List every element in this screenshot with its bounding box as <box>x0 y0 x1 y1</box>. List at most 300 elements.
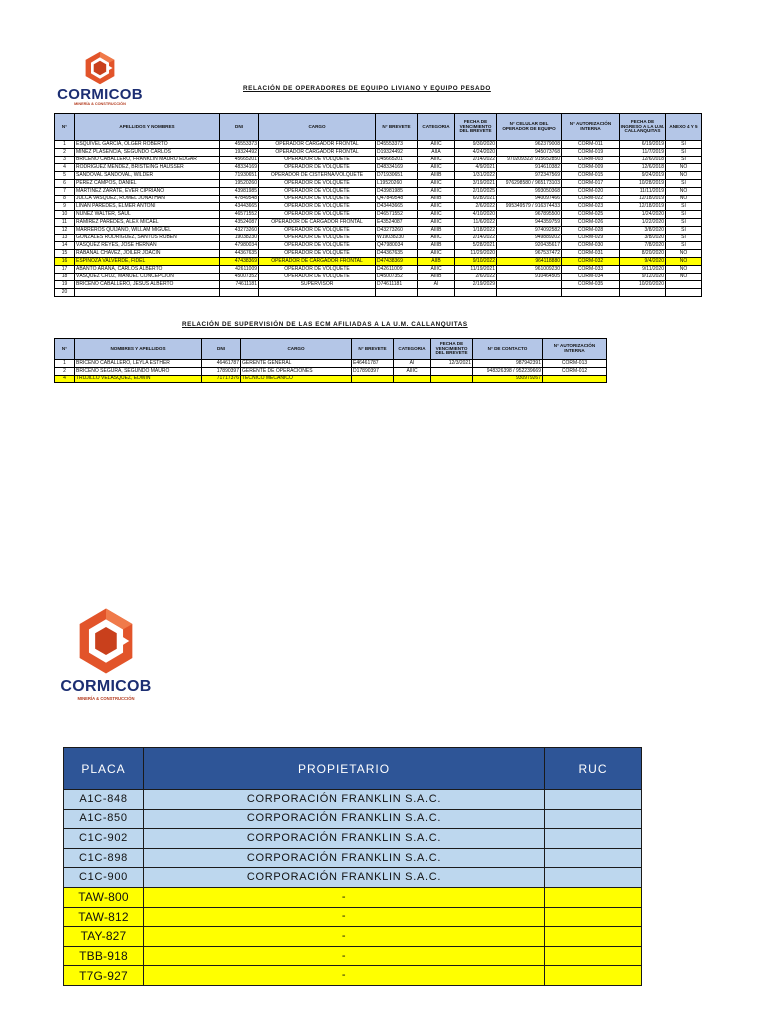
table-cell: AIIIC <box>418 211 455 219</box>
table-cell: AI <box>394 360 431 368</box>
table-cell: CORM-033 <box>562 265 620 273</box>
table-cell: TÉCNICO MECÁNICO <box>241 375 352 383</box>
table-row <box>55 179 702 187</box>
table-row <box>55 234 702 242</box>
table-cell: 43524087 <box>220 218 259 226</box>
table-cell: 5/28/2021 <box>455 242 497 250</box>
table-cell: 4/10/2020 <box>455 211 497 219</box>
col-header: FECHA DE VENCIMIENTO DEL BREVETE <box>431 339 473 360</box>
table-cell: 47438369 <box>220 257 259 265</box>
table-cell: 2/6/2022 <box>455 273 497 281</box>
table-cell: CORM-022 <box>562 195 620 203</box>
table-cell: SI <box>666 156 702 164</box>
table-cell: AIIIB <box>418 226 455 234</box>
table-cell: OPERADOR DE CISTERNA/VOLQUETE <box>259 172 376 180</box>
table-cell <box>666 289 702 297</box>
operators-table <box>54 113 702 297</box>
col-header: DNI <box>220 114 259 141</box>
table-cell: 964118880 <box>497 257 562 265</box>
ruc-cell <box>545 868 642 888</box>
table-cell: AIIIC <box>418 164 455 172</box>
table-cell: 11/29/2020 <box>455 250 497 258</box>
owner-cell: CORPORACIÓN FRANKLIN S.A.C. <box>144 848 545 868</box>
table-cell: NO <box>666 265 702 273</box>
table-cell: 9/30/2020 <box>455 141 497 149</box>
table-cell <box>75 289 220 297</box>
table-cell: CORM-035 <box>562 281 620 289</box>
table-cell: 987942391 <box>473 360 543 368</box>
table-cell: 7 <box>55 187 75 195</box>
ruc-cell <box>545 927 642 947</box>
table-cell: NO <box>666 195 702 203</box>
table-cell: OPERADOR DE VOLQUETE <box>259 226 376 234</box>
ruc-cell <box>545 907 642 927</box>
table-cell: AIIIC <box>418 179 455 187</box>
table-row <box>55 265 702 273</box>
table-cell: SI <box>666 226 702 234</box>
table-cell: 14 <box>55 242 75 250</box>
table-cell: 12/6/2018 <box>620 164 666 172</box>
table-cell: 2/19/2029 <box>455 281 497 289</box>
table-cell: OPERADOR DE CARGADOR FRONTAL <box>259 218 376 226</box>
table-cell: 12/3/2021 <box>431 360 473 368</box>
table-cell: 9/24/2019 <box>620 172 666 180</box>
table-cell <box>497 289 562 297</box>
col-header: APELLIDOS Y NOMBRES <box>75 114 220 141</box>
table-cell <box>620 289 666 297</box>
table-row <box>55 203 702 211</box>
table-cell: OPERADOR DE CARGADOR FRONTAL <box>259 257 376 265</box>
table-cell: 19038230 <box>220 234 259 242</box>
table-cell: 949889202 <box>497 234 562 242</box>
table-row <box>55 148 702 156</box>
table-cell: W19038230 <box>376 234 418 242</box>
table-cell: SI <box>666 218 702 226</box>
table-cell: 9/12/2020 <box>620 273 666 281</box>
table-cell: NUÑEZ WALTER, SAUL <box>75 211 220 219</box>
table-cell: 43981985 <box>220 187 259 195</box>
table-row <box>64 907 642 927</box>
plate-cell: T7G-927 <box>64 966 144 986</box>
table-cell: 48334169 <box>220 164 259 172</box>
table-cell: 2/14/2022 <box>455 156 497 164</box>
table-cell: CORM-009 <box>562 164 620 172</box>
table-cell: D48334169 <box>376 164 418 172</box>
table-cell: CORM-020 <box>562 187 620 195</box>
table-row <box>55 360 607 368</box>
table-cell: OPERADOR DE VOLQUETE <box>259 250 376 258</box>
table-cell: 2/10/2025 <box>455 187 497 195</box>
table-cell: AIIIC <box>418 250 455 258</box>
table-cell <box>455 289 497 297</box>
table-cell: D44367635 <box>376 250 418 258</box>
table-row <box>55 164 702 172</box>
table-cell: 10 <box>55 211 75 219</box>
col-header: CARGO <box>241 339 352 360</box>
table-cell: CORM-011 <box>562 141 620 149</box>
plate-cell: TAY-827 <box>64 927 144 947</box>
table-cell: D19324492 <box>376 148 418 156</box>
ruc-cell <box>545 790 642 810</box>
table-cell: CORM-025 <box>562 211 620 219</box>
table-row <box>55 156 702 164</box>
table-row <box>55 141 702 149</box>
table-cell: 10/28/2019 <box>620 179 666 187</box>
table-cell: 3/8/2020 <box>620 234 666 242</box>
table-cell: 1 <box>55 141 75 149</box>
table-cell: NO <box>666 273 702 281</box>
table-cell: OPERADOR CARGADOR FRONTAL <box>259 141 376 149</box>
table-cell: 16 <box>55 257 75 265</box>
table-cell: RAMIREZ PAREDES, ALEX MICAEL <box>75 218 220 226</box>
table-cell: D43273260 <box>376 226 418 234</box>
table-cell: ABANTO ARANA, CARLOS ALBERTO <box>75 265 220 273</box>
table-cell: MINEZ PLASENCIA, SEGUNDO CARLOS <box>75 148 220 156</box>
cormicob-emblem-icon <box>82 50 118 86</box>
table-cell: 45007352 <box>220 273 259 281</box>
table-cell: 11 <box>55 218 75 226</box>
col-header: DNI <box>202 339 241 360</box>
table-cell: 12 <box>55 226 75 234</box>
table-cell: JULCA VASQUEZ, ROMEL JONATHAN <box>75 195 220 203</box>
table-cell: 11/6/2022 <box>455 218 497 226</box>
table-cell <box>394 375 431 383</box>
table-cell: CORM-034 <box>562 273 620 281</box>
table-cell: VÁSQUEZ REYES, JOSE HERNAN <box>75 242 220 250</box>
table-row <box>55 375 607 383</box>
table-cell: D43443665 <box>376 203 418 211</box>
table-cell: 967537472 <box>497 250 562 258</box>
table-cell: 71930651 <box>220 172 259 180</box>
table-cell: 19324492 <box>220 148 259 156</box>
owner-cell: CORPORACIÓN FRANKLIN S.A.C. <box>144 829 545 849</box>
table-row <box>64 829 642 849</box>
table-cell: 4 <box>55 164 75 172</box>
cormicob-emblem-icon <box>75 605 137 677</box>
table-cell: OPERADOR DE VOLQUETE <box>259 179 376 187</box>
table-row <box>55 172 702 180</box>
table-cell: AIIIC <box>418 156 455 164</box>
table-cell: 2/14/2022 <box>455 234 497 242</box>
table-cell <box>543 375 607 383</box>
owner-cell: CORPORACIÓN FRANKLIN S.A.C. <box>144 868 545 888</box>
table-cell: 9 <box>55 203 75 211</box>
table-cell: GONZALES RODRIGUEZ, SANTOS RUBEN <box>75 234 220 242</box>
table-cell: 4/24/2020 <box>455 148 497 156</box>
table-cell: NO <box>666 187 702 195</box>
table-cell: MARREROS QUIJANO, WILLAM MIGUEL <box>75 226 220 234</box>
table-cell: D71930651 <box>376 172 418 180</box>
table-cell: 940097466 <box>497 195 562 203</box>
table-row <box>64 946 642 966</box>
col-header: N° BREVETE <box>352 339 394 360</box>
table-cell: D46571552 <box>376 211 418 219</box>
owner-cell: - <box>144 966 545 986</box>
table-cell: BRICEÑO CABALLERO, FRANKLIN MAURO EDGAR <box>75 156 220 164</box>
table-row <box>55 289 702 297</box>
col-header: CATEGORIA <box>418 114 455 141</box>
ruc-cell <box>545 887 642 907</box>
logo-wordmark: CORMICOB <box>57 86 143 103</box>
table-cell: 930979267 <box>473 375 543 383</box>
table-cell: 43443665 <box>220 203 259 211</box>
table-cell: RODRIGUEZ MENDEZ, BRISTEING HAUSSER <box>75 164 220 172</box>
plate-cell: C1C-898 <box>64 848 144 868</box>
table-cell: 15 <box>55 250 75 258</box>
table-cell: D45665201 <box>376 156 418 164</box>
table-cell: AIIIB <box>418 273 455 281</box>
table-row <box>64 848 642 868</box>
table-cell: 974092582 <box>497 226 562 234</box>
table-cell: BRICEÑO CABALLERO, JESUS ALBERTO <box>75 281 220 289</box>
table-cell: 7/8/2020 <box>620 242 666 250</box>
table-row <box>55 257 702 265</box>
table-cell: GERENTE DE OPERACIONES <box>241 367 352 375</box>
plate-cell: A1C-850 <box>64 809 144 829</box>
plate-cell: C1C-902 <box>64 829 144 849</box>
table-cell: SI <box>666 148 702 156</box>
table-cell: Q47849548 <box>376 195 418 203</box>
table-cell <box>497 281 562 289</box>
owner-cell: CORPORACIÓN FRANKLIN S.A.C. <box>144 790 545 810</box>
table-cell: 42611009 <box>220 265 259 273</box>
logo-wordmark: CORMICOB <box>60 678 152 695</box>
table-cell: 12/18/2019 <box>620 203 666 211</box>
table-cell: Q47980034 <box>376 242 418 250</box>
table-cell: MARTINEZ ZARATE, EVER CIPRIANO <box>75 187 220 195</box>
table-cell: AIIIB <box>418 195 455 203</box>
table-cell: OPERADOR DE VOLQUETE <box>259 203 376 211</box>
table-cell: 8/20/2020 <box>620 250 666 258</box>
table-cell <box>418 289 455 297</box>
owner-cell: - <box>144 946 545 966</box>
table-cell: 914610382 <box>497 164 562 172</box>
table-cell: OPERADOR DE VOLQUETE <box>259 265 376 273</box>
ruc-cell <box>545 809 642 829</box>
table-cell: LINAN PAREDES, ELMER ANTONI <box>75 203 220 211</box>
table-cell: AIIB <box>418 257 455 265</box>
table-cell: AIIIC <box>418 234 455 242</box>
table-cell <box>431 375 473 383</box>
table-cell: OPERADOR DE VOLQUETE <box>259 195 376 203</box>
table-cell: SI <box>666 211 702 219</box>
table-row <box>55 226 702 234</box>
table-cell: 920435617 <box>497 242 562 250</box>
table-cell: 4/9/2021 <box>455 164 497 172</box>
table-cell: CORM-031 <box>562 250 620 258</box>
company-logo-bottom <box>60 605 152 701</box>
table-row <box>55 218 702 226</box>
table-cell: E43524087 <box>376 218 418 226</box>
supervision-title: RELACIÓN DE SUPERVISIÓN DE LAS ECM AFILIADAS A LA U.M. CALLANQUITAS <box>182 321 468 328</box>
table-cell: 3 <box>55 156 75 164</box>
table-cell: AIIIB <box>418 242 455 250</box>
table-cell: OPERADOR DE VOLQUETE <box>259 234 376 242</box>
table-cell: 2 <box>55 148 75 156</box>
table-cell: 17 <box>55 265 75 273</box>
table-cell: 2/6/2022 <box>455 203 497 211</box>
table-cell: 45553373 <box>220 141 259 149</box>
table-cell: CORM-030 <box>562 242 620 250</box>
owner-cell: - <box>144 907 545 927</box>
plate-cell: TAW-800 <box>64 887 144 907</box>
col-header: NOMBRES Y APELLIDOS <box>75 339 202 360</box>
table-row <box>55 273 702 281</box>
table-cell: D45007352 <box>376 273 418 281</box>
table-cell <box>259 289 376 297</box>
table-cell: AIIIB <box>418 172 455 180</box>
table-cell: BRICEÑO SEGURA, SEGUNDO MAURO <box>75 367 202 375</box>
col-header: N° CELULAR DEL OPERADOR DE EQUIPO <box>497 114 562 141</box>
plate-cell: TAW-812 <box>64 907 144 927</box>
table-cell <box>431 367 473 375</box>
table-row <box>55 242 702 250</box>
table-cell: 1/24/2020 <box>620 211 666 219</box>
table-cell: OPERADOR CARGADOR FRONTAL <box>259 148 376 156</box>
col-header: CARGO <box>259 114 376 141</box>
plate-cell: TBB-918 <box>64 946 144 966</box>
table-cell: AIIIC <box>418 218 455 226</box>
ruc-cell <box>545 848 642 868</box>
table-cell: SANDOVAL SANDOVAL, WILDER <box>75 172 220 180</box>
table-cell: 46461787 <box>202 360 241 368</box>
table-cell: 8 <box>55 195 75 203</box>
table-cell: CORM-029 <box>562 234 620 242</box>
table-cell: 6 <box>55 179 75 187</box>
supervision-header-row <box>55 339 607 360</box>
table-cell: 11/7/2019 <box>620 148 666 156</box>
table-cell: 18 <box>55 273 75 281</box>
table-cell: 948326398 / 952239669 <box>473 367 543 375</box>
table-cell: ESPINOZA VALVERDE, FIDEL <box>75 257 220 265</box>
table-cell: D43981985 <box>376 187 418 195</box>
table-cell <box>376 289 418 297</box>
owner-cell: - <box>144 927 545 947</box>
table-row <box>64 966 642 986</box>
table-row <box>64 868 642 888</box>
col-header: FECHA DE INGRESO A LA U.M. CALLANQUITAS <box>620 114 666 141</box>
table-row <box>55 187 702 195</box>
table-cell: D42611009 <box>376 265 418 273</box>
table-cell: 47849548 <box>220 195 259 203</box>
col-header: N° AUTORIZACIÓN INTERNA <box>562 114 620 141</box>
table-cell: CORM-032 <box>562 257 620 265</box>
table-cell: 6/28/2021 <box>455 195 497 203</box>
table-cell: 3/19/2021 <box>455 179 497 187</box>
table-cell: 944359759 <box>497 218 562 226</box>
table-cell: CORM-003 <box>562 156 620 164</box>
table-row <box>55 281 702 289</box>
table-cell: AIIA <box>418 148 455 156</box>
vehicles-table <box>63 747 642 986</box>
table-row <box>64 887 642 907</box>
col-header: FECHA DE VENCIMIENTO DEL BREVETE <box>455 114 497 141</box>
table-cell: 910464505 <box>497 273 562 281</box>
table-cell: SI <box>666 234 702 242</box>
logo-tagline: MINERÍA & CONSTRUCCIÓN <box>74 102 126 106</box>
owner-cell: CORPORACIÓN FRANKLIN S.A.C. <box>144 809 545 829</box>
table-cell <box>666 281 702 289</box>
table-cell: 11/19/2021 <box>455 265 497 273</box>
table-cell: 1/18/2022 <box>455 226 497 234</box>
table-cell: CORM-015 <box>562 172 620 180</box>
table-cell: RABANAL CHAVEZ, JOILER JOACIN <box>75 250 220 258</box>
table-cell: 2 <box>55 367 75 375</box>
table-row <box>64 790 642 810</box>
table-cell: CORM-028 <box>562 226 620 234</box>
table-cell <box>220 289 259 297</box>
table-row <box>64 927 642 947</box>
table-cell: 9/4/2020 <box>620 257 666 265</box>
table-cell: AIIIC <box>418 265 455 273</box>
col-header: N° <box>55 339 75 360</box>
table-row <box>55 367 607 375</box>
table-cell: 19520260 <box>220 179 259 187</box>
owner-cell: - <box>144 887 545 907</box>
table-cell: 4 <box>55 375 75 383</box>
table-cell: L19520260 <box>376 179 418 187</box>
table-cell: 9/10/2022 <box>455 257 497 265</box>
table-cell: 5 <box>55 172 75 180</box>
table-cell: PEREZ CAMPOS, DANIEL <box>75 179 220 187</box>
table-cell: NO <box>666 172 702 180</box>
table-cell: 13 <box>55 234 75 242</box>
table-cell: ESQUIVEL GARCIA, OLGER ROBERTO <box>75 141 220 149</box>
col-header: CATEGORIA <box>394 339 431 360</box>
table-cell: 961009230 <box>497 265 562 273</box>
table-row <box>55 195 702 203</box>
table-cell: D47438369 <box>376 257 418 265</box>
table-cell: OPERADOR DE VOLQUETE <box>259 164 376 172</box>
table-cell: 993050368 <box>497 187 562 195</box>
ruc-cell <box>545 966 642 986</box>
table-cell: OPERADOR DE VOLQUETE <box>259 242 376 250</box>
table-cell: 9/11/2020 <box>620 265 666 273</box>
table-cell: 970209322/ 915652850 <box>497 156 562 164</box>
table-cell: AIIIC <box>394 367 431 375</box>
table-cell: OPERADOR DE VOLQUETE <box>259 211 376 219</box>
table-row <box>64 809 642 829</box>
table-cell: NO <box>666 257 702 265</box>
table-cell: 972347569 <box>497 172 562 180</box>
table-cell: 71717376 <box>202 375 241 383</box>
table-cell: 962379008 <box>497 141 562 149</box>
table-cell: 12/18/2019 <box>620 195 666 203</box>
supervision-body <box>55 360 607 383</box>
col-header: PLACA <box>64 748 144 790</box>
table-cell: 976298580 / 965173103 <box>497 179 562 187</box>
table-cell: 1/22/2020 <box>620 218 666 226</box>
col-header: N° AUTORIZACIÓN INTERNA <box>543 339 607 360</box>
table-row <box>55 211 702 219</box>
plate-cell: A1C-848 <box>64 790 144 810</box>
table-cell: 47980034 <box>220 242 259 250</box>
table-cell: AIIIC <box>418 187 455 195</box>
col-header: N° DE CONTACTO <box>473 339 543 360</box>
table-cell: AIIIC <box>418 141 455 149</box>
col-header: PROPIETARIO <box>144 748 545 790</box>
table-cell: 46571552 <box>220 211 259 219</box>
table-cell: 17890397 <box>202 367 241 375</box>
table-cell: CORM-013 <box>543 360 607 368</box>
table-cell: TRUJILLO VELÁSQUEZ, EDWIN <box>75 375 202 383</box>
table-cell: CORM-023 <box>562 203 620 211</box>
table-cell: NO <box>666 250 702 258</box>
table-cell: AIIIC <box>418 203 455 211</box>
table-cell: 12/6/2018 <box>620 156 666 164</box>
table-cell: 995349579 / 916374433 <box>497 203 562 211</box>
ruc-cell <box>545 946 642 966</box>
